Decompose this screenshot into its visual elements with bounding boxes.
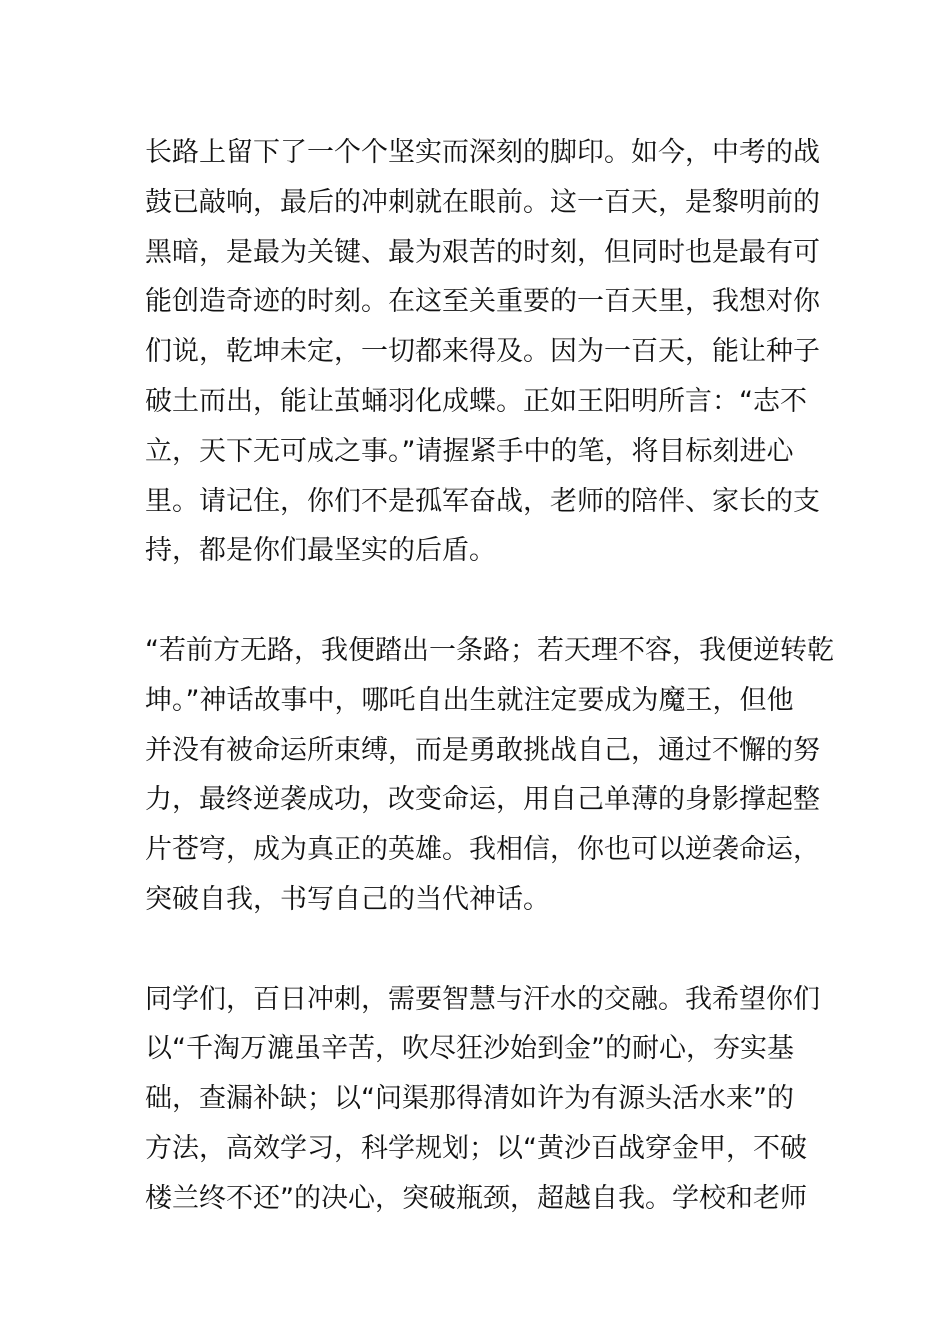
text-line: 里。请记住，你们不是孤军奋战，老师的陪伴、家长的支 — [145, 485, 820, 517]
text-line: 突破自我，书写自己的当代神话。 — [145, 883, 550, 915]
text-line: 黑暗，是最为关键、最为艰苦的时刻，但同时也是最有可 — [145, 236, 820, 268]
paragraph-1 — [145, 128, 820, 576]
text-line: 破土而出，能让茧蛹羽化成蝶。正如王阳明所言：“志不 — [145, 385, 807, 417]
text-line: 以“千淘万漉虽辛苦，吹尽狂沙始到金”的耐心，夯实基 — [145, 1033, 794, 1065]
text-line: 鼓已敲响，最后的冲刺就在眼前。这一百天，是黎明前的 — [145, 186, 820, 218]
text-line: 长路上留下了一个个坚实而深刻的脚印。如今，中考的战 — [145, 137, 820, 168]
text-line: 坤。”神话故事中，哪吒自出生就注定要成为魔王，但他 — [145, 684, 794, 716]
text-line: 们说，乾坤未定，一切都来得及。因为一百天，能让种子 — [145, 336, 820, 368]
text-line: 同学们，百日冲刺，需要智慧与汗水的交融。我希望你们 — [145, 983, 820, 1015]
text-line: 础，查漏补缺；以“问渠那得清如许为有源头活水来”的 — [145, 1083, 794, 1115]
paragraph-2 — [145, 626, 834, 925]
text-line: 片苍穹，成为真正的英雄。我相信，你也可以逆袭命运， — [145, 834, 820, 866]
text-line: 持，都是你们最坚实的后盾。 — [145, 535, 496, 567]
document-page — [145, 128, 834, 1273]
text-line: 方法，高效学习，科学规划；以“黄沙百战穿金甲，不破 — [145, 1132, 807, 1164]
text-line: 楼兰终不还”的决心，突破瓶颈，超越自我。学校和老师 — [145, 1182, 807, 1214]
paragraph-3 — [145, 975, 820, 1224]
text-line: 力，最终逆袭成功，改变命运，用自己单薄的身影撑起整 — [145, 784, 820, 816]
text-line: 并没有被命运所束缚，而是勇敢挑战自己，通过不懈的努 — [145, 734, 820, 766]
text-line: 立，天下无可成之事。”请握紧手中的笔，将目标刻进心 — [145, 435, 794, 467]
text-line: “若前方无路，我便踏出一条路；若天理不容，我便逆转乾 — [145, 634, 834, 666]
text-line: 能创造奇迹的时刻。在这至关重要的一百天里，我想对你 — [145, 286, 820, 318]
